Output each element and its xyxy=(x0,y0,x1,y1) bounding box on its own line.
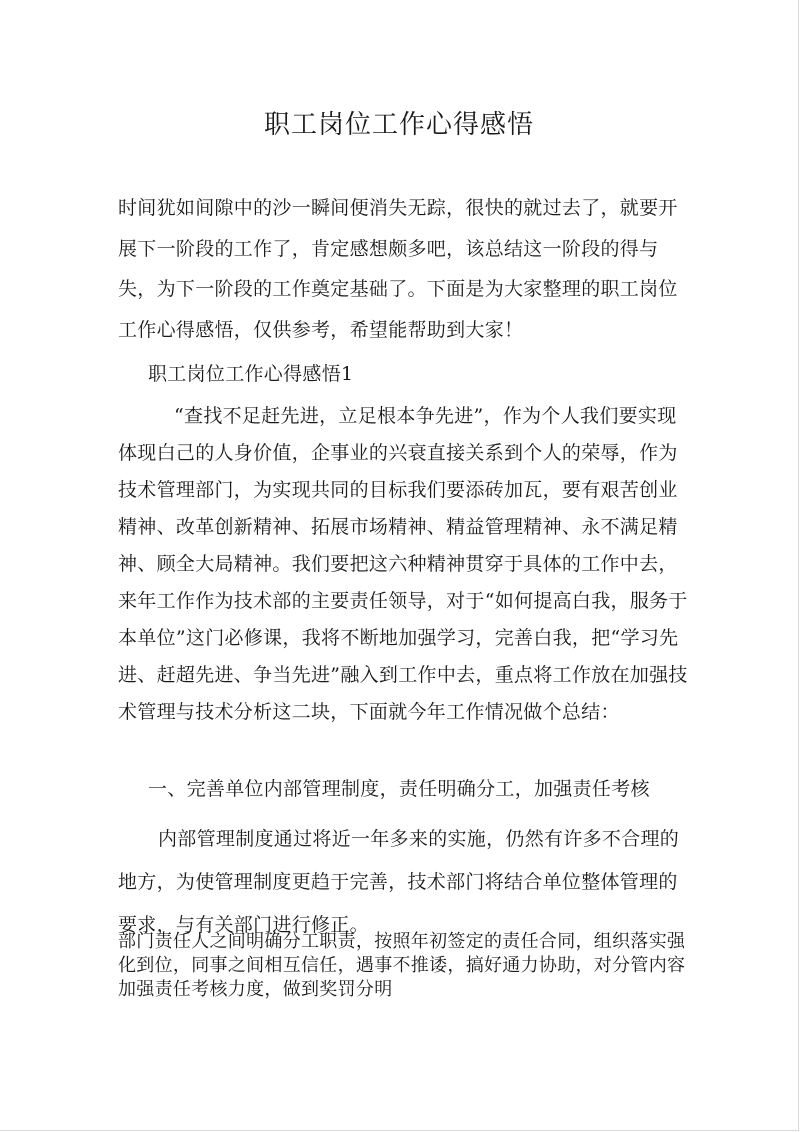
body-paragraph-1: “查找不足赶先进，立足根本争先进”，作为个人我们要实现体现白己的人身价值，企事业的兴衰直接关系到个人的荣辱，作为技术管理部门，为实现共同的目标我们要添砖加瓦，要有艰苦创业精神、改革创新精神、拓展市场精神、精益管理精神、永不满足精神、顾全大局精神。我们要把这六种精神贯穿于具体的工作中去，来年工作作为技术部的主要责任领导，对于“如何提高白我，服务于本单位”这门必修课，我将不断地加强学习，完善白我，把“学习先进、赶超先进、争当先进”融入到工作中去，重点将工作放在加强技术管理与技术分析这二块，下面就今年工作情况做个总结： xyxy=(118,405,688,723)
section-heading: 职工岗位工作心得感悟1 xyxy=(148,363,354,385)
body-paragraph-2: 内部管理制度通过将近一年多来的实施，仍然有许多不合理的地方，为使管理制度更趋于完善，技术部门将结合单位整体管理的要求，与有关部门进行修正。 xyxy=(118,828,680,936)
subheading-1: 一、完善单位内部管理制度，责任明确分工，加强责任考核 xyxy=(148,778,650,800)
body-paragraph-3: 部门责任人之间明确分工职责，按照年初签定的责任合同，组织落实强化到位，同事之间相互信任，遇事不推诿，搞好通力协助，对分管内容加强责任考核力度，做到奖罚分明 xyxy=(118,931,686,1000)
document-title: 职工岗位工作心得感悟 xyxy=(263,110,534,140)
intro-paragraph: 时间犹如间隙中的沙一瞬间便消失无踪，很快的就过去了，就要开展下一阶段的工作了，肯定感想颇多吧，该总结这一阶段的得与失，为下一阶段的工作奠定基础了。下面是为大家整理的职工岗位工作心得感悟，仅供参考，希望能帮助到大家！ xyxy=(118,197,678,341)
